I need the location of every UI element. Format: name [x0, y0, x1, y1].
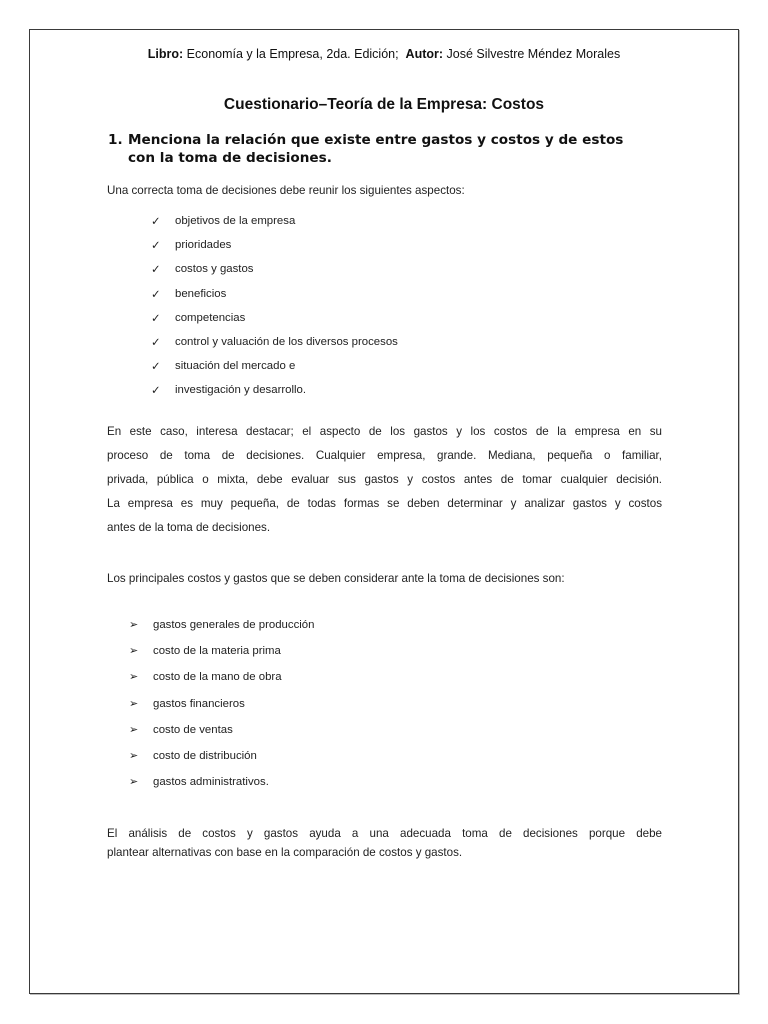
- paragraph-line: privada, pública o mixta, debe evaluar sus gastos y costos antes de tomar cualquier decisión.: [107, 473, 662, 486]
- paragraph-line: proceso de toma de decisiones. Cualquier empresa, grande. Mediana, pequeña o familiar,: [107, 449, 662, 462]
- check-icon: ✓: [151, 240, 161, 253]
- author-label: Autor:: [405, 47, 444, 61]
- arrow-bullet-icon: ➢: [129, 776, 139, 789]
- paragraph-line: plantear alternativas con base en la comparación de costos y gastos.: [107, 846, 463, 859]
- author-name: José Silvestre Méndez Morales: [446, 47, 621, 61]
- book-label: Libro:: [147, 47, 184, 61]
- list-item: [151, 384, 398, 408]
- document-header: [30, 47, 738, 61]
- list-item-label: costo de distribución: [153, 749, 257, 762]
- list-item-label: costo de ventas: [153, 723, 233, 736]
- list-item-label: costo de la mano de obra: [153, 671, 282, 684]
- arrow-bullet-icon: ➢: [129, 749, 139, 762]
- costs-list: [129, 619, 314, 802]
- check-icon: ✓: [151, 336, 161, 349]
- list-item-label: gastos financieros: [153, 697, 245, 710]
- check-icon: ✓: [151, 216, 161, 228]
- list-item-label: gastos administrativos.: [153, 776, 269, 789]
- check-icon: ✓: [151, 312, 161, 325]
- list-item-label: gastos generales de producción: [153, 619, 315, 631]
- list-item-label: beneficios: [175, 287, 227, 300]
- arrow-bullet-icon: ➢: [129, 723, 139, 736]
- intro-text: Una correcta toma de decisiones debe reunir los siguientes aspectos:: [107, 184, 465, 197]
- paragraph-line: antes de la toma de decisiones.: [107, 521, 271, 534]
- list-item: [129, 645, 314, 671]
- question-line: con la toma de decisiones.: [128, 150, 332, 166]
- aspects-list: [151, 215, 398, 409]
- arrow-bullet-icon: ➢: [129, 697, 139, 710]
- list-item: [151, 312, 398, 336]
- list-item: [151, 360, 398, 384]
- list-item: [129, 750, 314, 776]
- list-item-label: costo de la materia prima: [153, 645, 281, 658]
- list-item-label: control y valuación de los diversos procesos: [175, 335, 398, 348]
- paragraph-line: El análisis de costos y gastos ayuda a una adecuada toma de decisiones porque debe: [107, 827, 662, 840]
- paragraph-line: En este caso, interesa destacar; el aspecto de los gastos y los costos de la empresa en su: [107, 425, 662, 438]
- list-item: [129, 698, 314, 724]
- list-item: [129, 776, 314, 802]
- arrow-bullet-icon: ➢: [129, 671, 139, 684]
- question-line: Menciona la relación que existe entre gastos y costos y de estos: [128, 132, 624, 148]
- list-item: [129, 619, 314, 645]
- list-item-label: investigación y desarrollo.: [175, 384, 307, 397]
- question-number: 1.: [108, 132, 123, 148]
- list-item-label: situación del mercado e: [175, 360, 296, 373]
- list-item-label: objetivos de la empresa: [175, 215, 296, 227]
- list-item: [129, 724, 314, 750]
- book-title: Economía y la Empresa, 2da. Edición;: [186, 47, 399, 61]
- list-item: [151, 336, 398, 360]
- page-title: Cuestionario–Teoría de la Empresa: Costos: [223, 96, 545, 113]
- check-icon: ✓: [151, 264, 161, 277]
- list-item: [151, 288, 398, 312]
- check-icon: ✓: [151, 288, 161, 301]
- list-item: [151, 215, 398, 239]
- list-item: [129, 671, 314, 697]
- arrow-bullet-icon: ➢: [129, 645, 139, 658]
- question-heading: [108, 131, 668, 167]
- document-page: [29, 29, 739, 994]
- list-item-label: competencias: [175, 311, 246, 324]
- check-icon: ✓: [151, 385, 161, 398]
- arrow-bullet-icon: ➢: [129, 619, 139, 631]
- list-item-label: costos y gastos: [175, 263, 254, 276]
- check-icon: ✓: [151, 361, 161, 374]
- list-item: [151, 263, 398, 287]
- list-item: [151, 239, 398, 263]
- costs-intro: Los principales costos y gastos que se deben considerar ante la toma de decisiones son:: [107, 572, 565, 585]
- paragraph-line: La empresa es muy pequeña, de todas formas se deben determinar y analizar gastos y costos: [107, 497, 662, 510]
- list-item-label: prioridades: [175, 239, 232, 252]
